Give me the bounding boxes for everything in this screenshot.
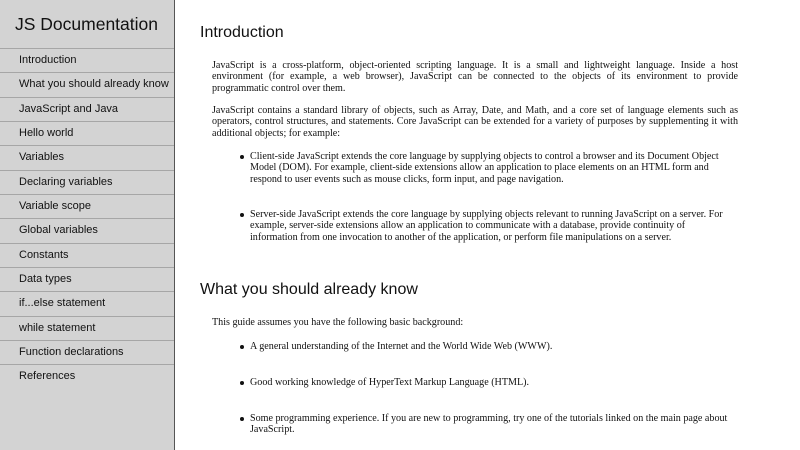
section-title-what-you-should-already-know: What you should already know bbox=[200, 281, 418, 298]
nav-link-variables[interactable]: Variables bbox=[0, 146, 174, 170]
main-doc bbox=[175, 0, 800, 450]
nav-link-declaring-variables[interactable]: Declaring variables bbox=[0, 171, 174, 195]
intro-bullet-item: Server-side JavaScript extends the core language by supplying objects relevant to running JavaScript on a server. For example, server-side extensions allow an application to communicate with a database, provide continuity of information from one invocation to another of the application, or perform file manipulations on a server. bbox=[250, 209, 735, 243]
background-bullet-item: Some programming experience. If you are new to programming, try one of the tutorials linked on the main page about JavaScript. bbox=[250, 413, 735, 436]
background-bullet-item: Good working knowledge of HyperText Markup Language (HTML). bbox=[250, 377, 735, 388]
nav-link-while-statement[interactable]: while statement bbox=[0, 317, 174, 341]
background-bullet-item: A general understanding of the Internet and the World Wide Web (WWW). bbox=[250, 341, 735, 352]
nav-link-javascript-and-java[interactable]: JavaScript and Java bbox=[0, 98, 174, 122]
nav-link-introduction[interactable]: Introduction bbox=[0, 49, 174, 73]
intro-bullet-item: Client-side JavaScript extends the core language by supplying objects to control a browser and its Document Object Model (DOM). For example, client-side extensions allow an application to place elements on an HTML form and respond to user events such as mouse clicks, form input, and page navigation. bbox=[250, 151, 735, 185]
nav-link-hello-world[interactable]: Hello world bbox=[0, 122, 174, 146]
nav-link-references[interactable]: References bbox=[19, 370, 76, 383]
background-paragraph: This guide assumes you have the following basic background: bbox=[212, 317, 464, 328]
nav-link-global-variables[interactable]: Global variables bbox=[0, 219, 174, 243]
intro-paragraph: JavaScript is a cross-platform, object-oriented scripting language. It is a small and lightweight language. Inside a host environment (for example, a web browser), JavaScript can be connected to the objects of its environment to provide programmatic control over them. bbox=[212, 60, 738, 94]
sidebar-title: JS Documentation bbox=[0, 0, 174, 49]
nav-link-constants[interactable]: Constants bbox=[0, 244, 174, 268]
nav-link-if-else-statement[interactable]: if...else statement bbox=[0, 292, 174, 316]
section-title-introduction: Introduction bbox=[200, 24, 284, 41]
intro-paragraph: JavaScript contains a standard library of objects, such as Array, Date, and Math, and a core set of language elements such as operators, control structures, and statements. Core JavaScript can be extended for a variety of purposes by supplementing it with additional objects; for example: bbox=[212, 105, 738, 139]
nav-link-what-you-should-already-know[interactable]: What you should already know bbox=[0, 73, 174, 97]
nav-link-function-declarations[interactable]: Function declarations bbox=[0, 341, 174, 365]
nav-link-data-types[interactable]: Data types bbox=[0, 268, 174, 292]
nav-link-variable-scope[interactable]: Variable scope bbox=[0, 195, 174, 219]
nav-list bbox=[0, 49, 174, 390]
navbar bbox=[0, 0, 175, 450]
